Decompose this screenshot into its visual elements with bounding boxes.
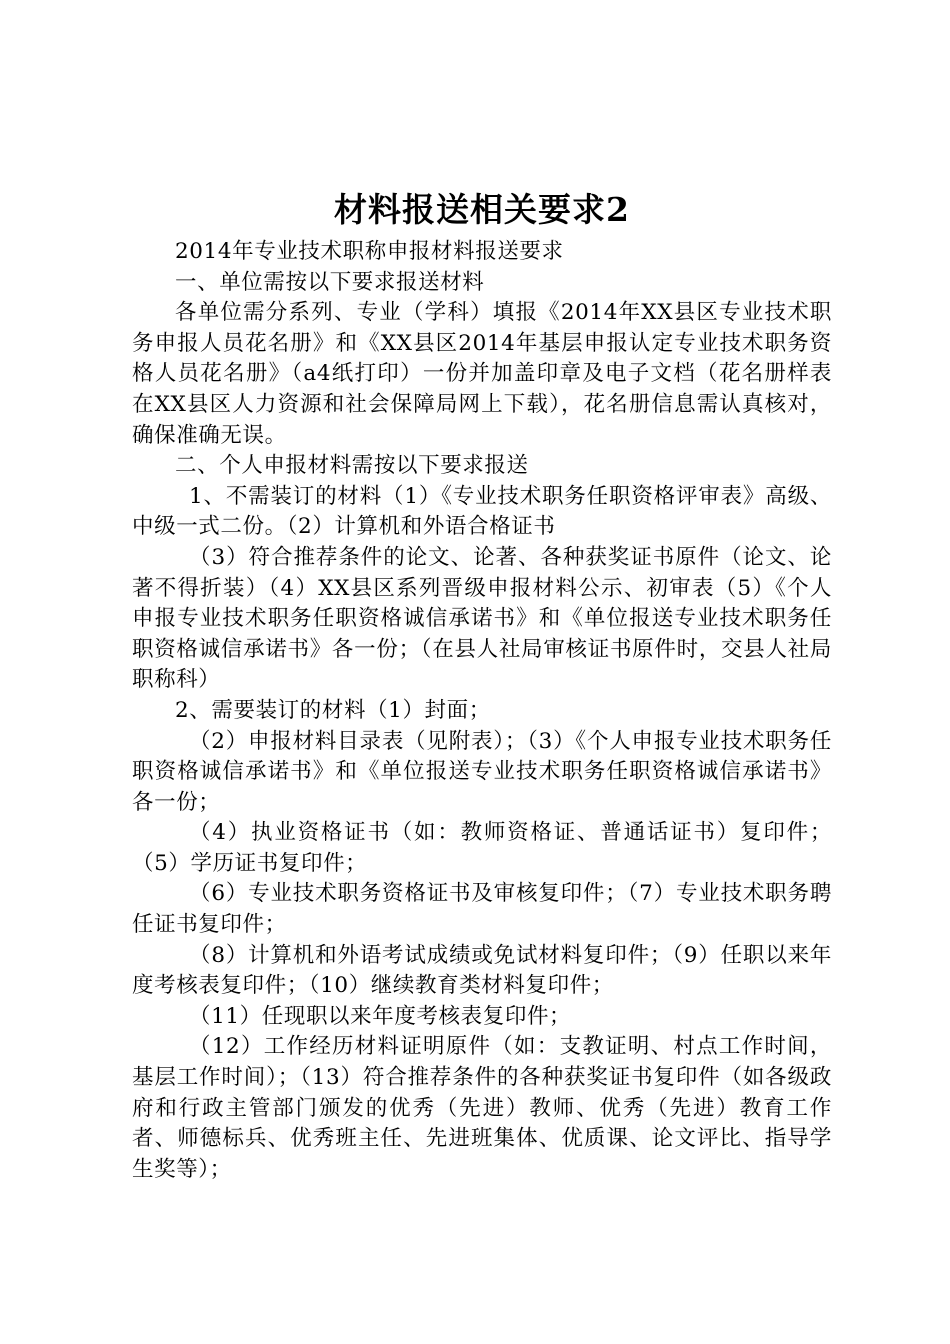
document-page [132,185,832,1185]
paragraph-item-11: （11）任现职以来年度考核表复印件； [189,1003,572,1029]
paragraph-section-2-heading: 二、个人申报材料需按以下要求报送 [175,453,529,479]
paragraph-subtitle: 2014年专业技术职称申报材料报送要求 [175,239,564,264]
paragraph-item-8-10: （8）计算机和外语考试成绩或免试材料复印件；（9）任职以来年度考核表复印件；（10）继续教育类材料复印件； [132,942,832,999]
paragraph-bound-materials: 2、需要装订的材料（1）封面； [175,697,491,723]
paragraph-item-4-5: （4）执业资格证书（如：教师资格证、普通话证书）复印件；（5）学历证书复印件； [132,820,832,876]
paragraph-unbound-materials: 1、不需装订的材料（1）《专业技术职务任职资格评审表》高级、中级一式二份。（2）计算机和外语合格证书 [132,483,832,540]
paragraph-unbound-materials-cont: （3）符合推荐条件的论文、论著、各种获奖证书原件（论文、论著不得折装）（4）XX县区系列晋级申报材料公示、初审表（5）《个人申报专业技术职务任职资格诚信承诺书》和《单位报送专业技术职务任职资格诚信承诺书》各一份；（在县人社局审核证书原件时，交县人社局职称科） [132,544,832,693]
paragraph-item-2-3: （2）申报材料目录表（见附表）；（3）《个人申报专业技术职务任职资格诚信承诺书》和《单位报送专业技术职务任职资格诚信承诺书》各一份； [132,728,832,815]
paragraph-item-6-7: （6）专业技术职务资格证书及审核复印件；（7）专业技术职务聘任证书复印件； [132,881,832,938]
paragraph-section-1-heading: 一、单位需按以下要求报送材料 [175,269,485,295]
document-title: 材料报送相关要求2 [334,190,630,229]
paragraph-section-1-body: 各单位需分系列、专业（学科）填报《2014年XX县区专业技术职务申报人员花名册》和《XX县区2014年基层申报认定专业技术职务资格人员花名册》（a4纸打印）一份并加盖印章及电子文档（花名册样表在XX县区人力资源和社会保障局网上下载），花名册信息需认真核对，确保准确无误。 [132,300,832,448]
paragraph-item-12-13: （12）工作经历材料证明原件（如：支教证明、村点工作时间，基层工作时间）；（13）符合推荐条件的各种获奖证书复印件（如各级政府和行政主管部门颁发的优秀（先进）教师、优秀（先进）教育工作者、师德标兵、优秀班主任、先进班集体、优质课、论文评比、指导学生奖等）； [132,1034,832,1182]
